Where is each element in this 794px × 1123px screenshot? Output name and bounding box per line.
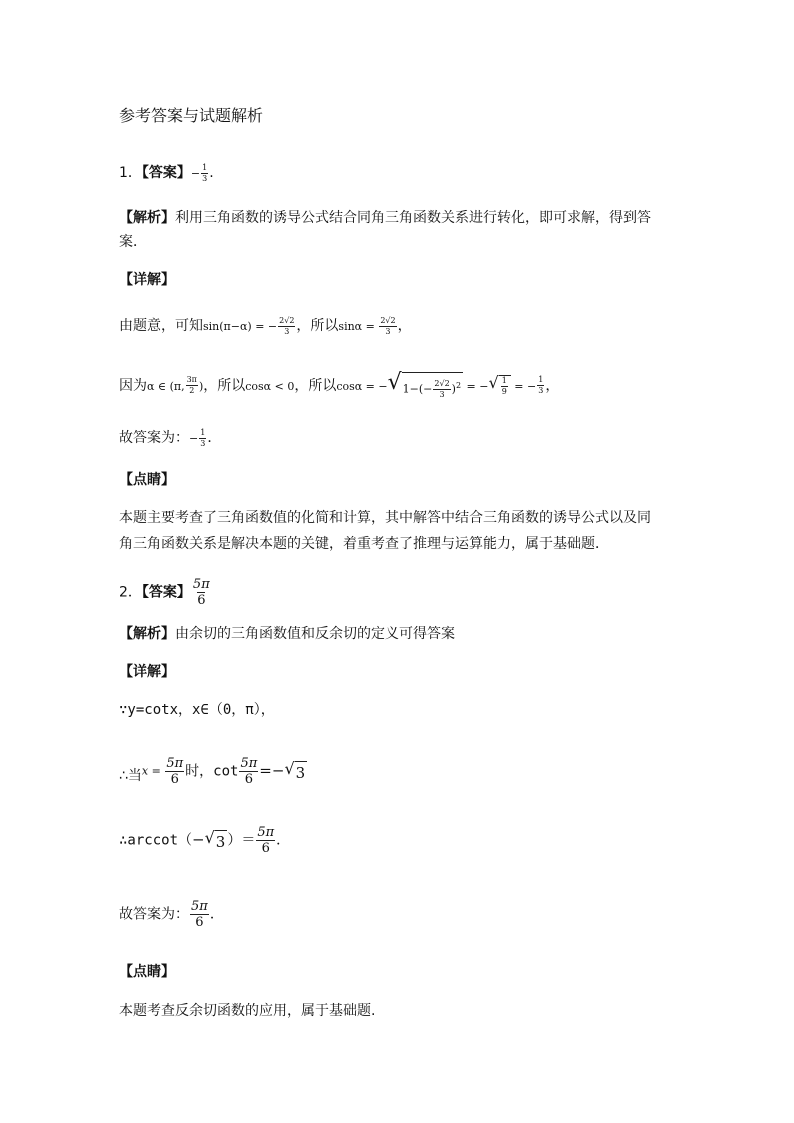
- step-prefix: 由题意，可知: [119, 318, 203, 334]
- q1-step1: [119, 316, 412, 337]
- fraction-numerator: 2√2: [380, 315, 396, 325]
- step-end: ，: [397, 318, 412, 334]
- x-equals: x =: [141, 764, 165, 778]
- q1-analysis-line1: [119, 208, 651, 228]
- step-mid: 时，cot: [185, 763, 239, 780]
- fraction-denominator: 6: [195, 915, 204, 930]
- question-number: 1．: [119, 165, 142, 181]
- neg-sign: −: [192, 830, 205, 849]
- q2-step2: [119, 746, 307, 786]
- q1-final-answer: [119, 428, 221, 449]
- fraction-denominator: 3: [439, 390, 445, 400]
- step-lhs: sin(π−α) = −: [203, 320, 278, 333]
- sqrt-inner-b: ): [451, 382, 456, 396]
- fraction-numerator: 5π: [191, 899, 208, 914]
- final-minus: −: [189, 432, 199, 445]
- fraction-denominator: 3: [200, 438, 206, 448]
- q1-analysis-line2: 案．: [119, 234, 147, 250]
- step-fraction: [239, 757, 258, 786]
- fraction-denominator: 9: [501, 387, 507, 397]
- page-title: 参考答案与试题解析: [119, 106, 264, 125]
- fraction-numerator: 1: [200, 427, 206, 437]
- fraction-numerator: 5π: [166, 756, 184, 771]
- step-fraction: [379, 317, 396, 336]
- square-exponent: 2: [455, 381, 462, 390]
- q1-step2: [119, 372, 559, 400]
- final-prefix: 故答案为：: [119, 430, 189, 446]
- q2-comment-tag: 【点睛】: [119, 964, 175, 980]
- fraction-denominator: 6: [197, 593, 206, 608]
- fraction-denominator: 6: [244, 772, 254, 787]
- sqrt-fraction: √ $\frac{1}{9}$: [489, 375, 511, 397]
- step-fraction: [433, 380, 450, 399]
- step-mid: ，所以: [296, 318, 339, 334]
- fraction-denominator: 2: [189, 386, 195, 396]
- sqrt-inner-a: 1−(−: [402, 382, 433, 396]
- q2-step3: [119, 826, 290, 855]
- q2-final-answer: [119, 900, 224, 929]
- step-end: ，: [545, 377, 560, 394]
- q1-comment-line2: 角三角函数关系是解决本题的关键，着重考查了推理与运算能力，属于基础题．: [119, 536, 609, 552]
- step-prefix: ∴arccot（: [119, 832, 193, 849]
- analysis-text: 利用三角函数的诱导公式结合同角三角函数关系进行转化，即可求解，得到答: [175, 210, 651, 226]
- q1-answer-line: [119, 163, 214, 184]
- fraction-numerator: 3π: [186, 375, 197, 385]
- q2-comment-text: 本题考查反余切函数的应用，属于基础题.: [119, 1003, 376, 1019]
- sqrt-expression: √ 1−(− $\frac{2√2}{3}$ )$^2$: [387, 370, 462, 400]
- fraction-numerator: 2√2: [434, 379, 450, 389]
- step-mid: ，所以: [203, 377, 246, 394]
- equals-neg: = −: [463, 379, 489, 393]
- q1-comment-line1: 本题主要考查了三角函数值的化简和计算，其中解答中结合三角函数的诱导公式以及同: [119, 510, 651, 526]
- answer-fraction: [192, 578, 211, 607]
- q2-detail-tag: 【详解】: [119, 664, 175, 680]
- answer-minus: −: [190, 167, 201, 180]
- q1-comment-tag: 【点睛】: [119, 472, 175, 488]
- fraction-numerator: 2√2: [279, 315, 295, 325]
- final-fraction: [199, 429, 206, 448]
- q2-analysis-line: [119, 624, 455, 644]
- answer-tag: 【答案】: [141, 165, 191, 181]
- radicand: 3: [215, 830, 228, 852]
- fraction-denominator: 3: [385, 326, 391, 336]
- answer-fraction: [201, 164, 208, 183]
- sqrt-three: √ 3: [284, 758, 306, 782]
- fraction-numerator: 1: [202, 162, 208, 172]
- analysis-tag: 【解析】: [119, 210, 175, 226]
- step-fraction: [165, 757, 184, 786]
- final-end: ．: [207, 430, 222, 446]
- final-fraction: [190, 900, 209, 929]
- radicand: 3: [295, 761, 308, 783]
- fraction-numerator: 5π: [192, 577, 210, 592]
- step-prefix: ∴当: [119, 768, 142, 784]
- fraction-numerator: 1: [501, 376, 507, 386]
- q2-step1: ∵y=cotx，x∈（0，π），: [119, 702, 275, 718]
- answer-end: .: [209, 165, 214, 181]
- step-mid: ，所以: [294, 377, 337, 394]
- analysis-tag: 【解析】: [119, 626, 175, 642]
- step-fraction: [501, 377, 508, 396]
- fraction-denominator: 6: [261, 841, 270, 856]
- alpha-range-close: ): [198, 379, 204, 393]
- step-fraction: [256, 826, 275, 855]
- q2-answer-line: [119, 578, 212, 607]
- final-prefix: 故答案为：: [119, 906, 189, 923]
- step-end: ．: [276, 832, 291, 849]
- fraction-denominator: 3: [202, 173, 208, 183]
- step-rhs: sinα =: [338, 320, 379, 333]
- fraction-denominator: 3: [284, 326, 290, 336]
- step-fraction: [278, 317, 295, 336]
- fraction-denominator: 3: [538, 386, 544, 396]
- fraction-numerator: 5π: [257, 825, 275, 840]
- q1-detail-tag: 【详解】: [119, 272, 175, 288]
- sqrt-three: √ 3: [204, 827, 226, 851]
- fraction-numerator: 5π: [240, 756, 258, 771]
- fraction-numerator: 1: [538, 375, 544, 385]
- question-number: 2．: [119, 584, 142, 601]
- step-mid: ）＝: [227, 832, 256, 849]
- cos-equals: cosα = −: [336, 379, 388, 393]
- equals-neg: = −: [510, 379, 537, 393]
- fraction-denominator: 6: [170, 772, 179, 787]
- answer-tag: 【答案】: [141, 584, 191, 601]
- cos-negative: cosα < 0: [245, 379, 295, 393]
- analysis-text: 由余切的三角函数值和反余切的定义可得答案: [175, 626, 455, 642]
- equals-neg: =−: [259, 761, 285, 780]
- step-fraction: [186, 376, 198, 395]
- final-end: ．: [209, 906, 224, 923]
- alpha-range: α ∈ (π,: [147, 379, 185, 393]
- step-prefix: 因为: [119, 377, 147, 394]
- step-fraction: [537, 376, 544, 395]
